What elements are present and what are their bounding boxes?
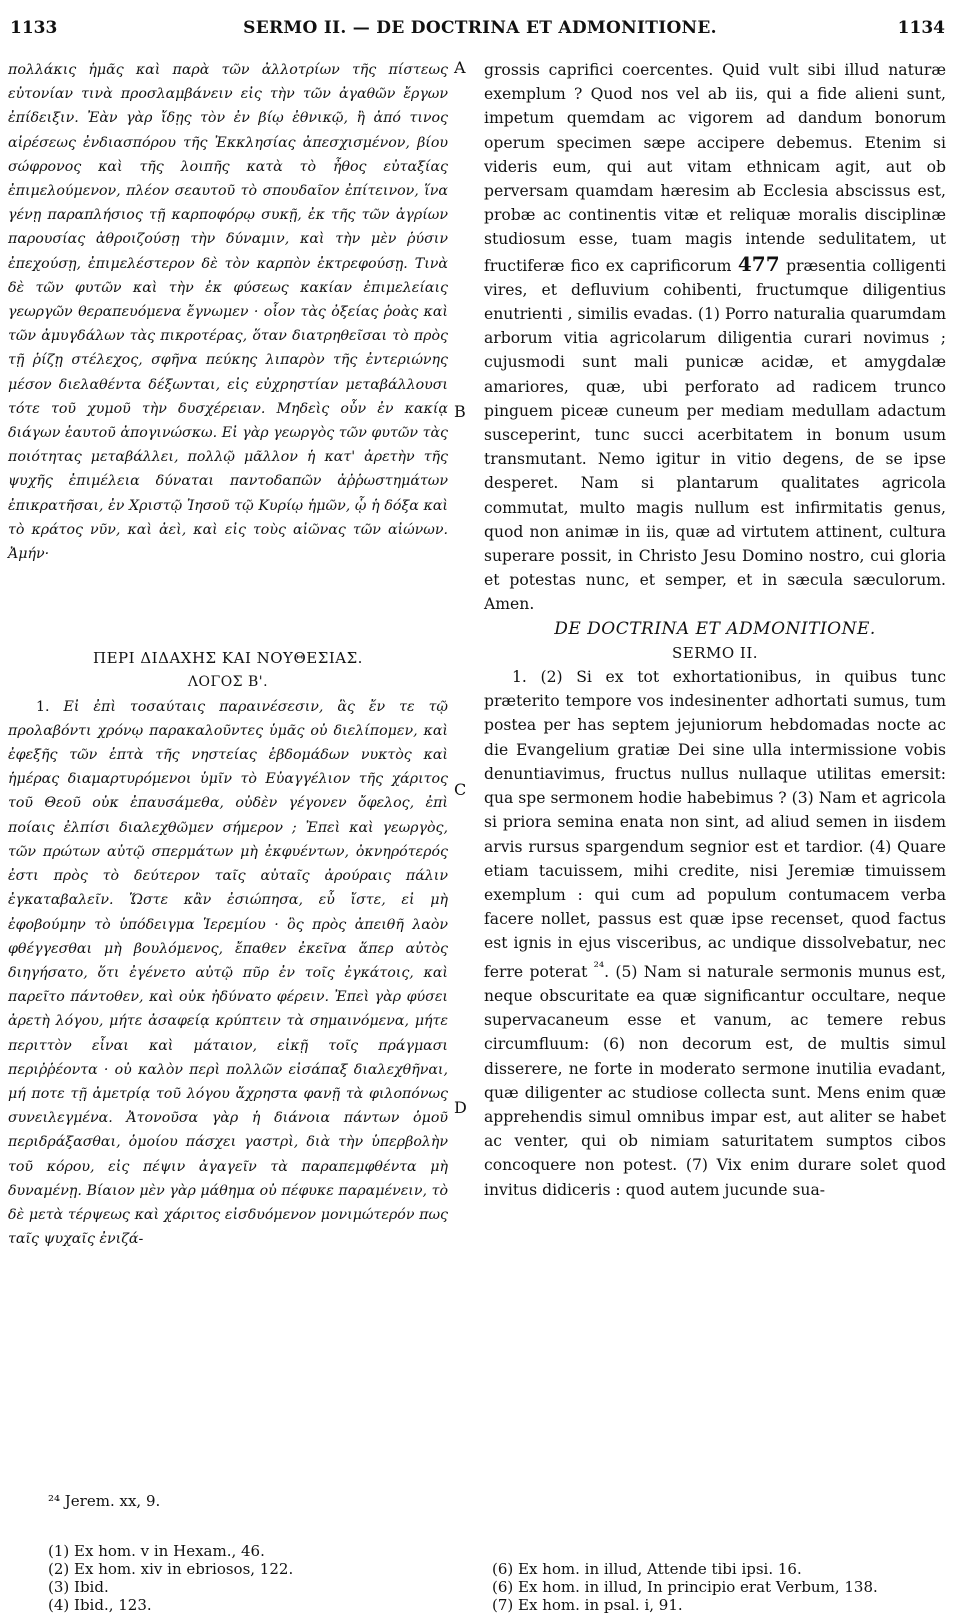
latin-paragraph-2: [484, 665, 946, 1202]
greek-para-number: 1.: [36, 698, 50, 715]
footnote-6a: (6) Ex hom. in illud, Attende tibi ipsi. 16.: [492, 1560, 802, 1578]
footnote-ref-24: ²⁴: [593, 959, 605, 975]
greek-section-subtitle: ΛΟΓΟΣ Β'.: [187, 674, 269, 691]
column-number: 477: [737, 251, 780, 276]
margin-marker-c: C: [454, 780, 467, 799]
footnotes-right: [492, 1560, 878, 1614]
footnote-1: (1) Ex hom. v in Hexam., 46.: [48, 1542, 265, 1560]
footnote-6b: (6) Ex hom. in illud, In principio erat Verbum, 138.: [492, 1578, 878, 1596]
left-page-number: 1133: [10, 18, 58, 38]
latin-section-title: DE DOCTRINA ET ADMONITIONE.: [554, 618, 876, 639]
latin-section-subtitle: SERMO II.: [671, 643, 759, 662]
footnote-7: (7) Ex hom. in psal. i, 91.: [492, 1596, 683, 1614]
latin-paragraph-1-a: grossis caprifici coercentes. Quid vult sibi illud naturæ exemplum ? Quod nos vel ab iis, qui a fide alieni sunt, impetum quemdam ac vigorem ad dandum bonorum operum specimen sæpe accipere debemus. Etenim si videris eum, qui aut vitam ethnicam agit, aut ob perversam quamdam hæresim ab Ecclesia abscissus est, probæ ac continentis vitæ et reliquæ moralis disciplinæ studiosum esse, tuam magis intende sedulitatem, ut fructiferæ fico ex caprificorum: [484, 61, 946, 275]
greek-paragraph-1: πολλάκις ἡμᾶς καὶ παρὰ τῶν ἀλλοτρίων τῆς πίστεως εὐτονίαν τινὰ προσλαμβάνειν εἰς τὴν τῶν ἀγαθῶν ἔργων ἐπίδειξιν. Ἐὰν γὰρ ἴδῃς τὸν ἐν βίῳ ἐθνικῷ, ἢ ἀπό τινος αἱρέσεως ἐνδιασπόρου τῆς Ἐκκλησίας ἀπεσχισμένον, βίου σώφρονος καὶ τῆς λοιπῆς κατὰ τὸ ἦθος εὐταξίας ἐπιμελούμενον, πλέον σεαυτοῦ τὸ σπουδαῖον ἐπίτεινον, ἵνα γένῃ παραπλήσιος τῇ καρποφόρῳ συκῇ, ἐκ τῆς τῶν ἀγρίων παρουσίας ἀθροιζούσῃ τὴν δύναμιν, καὶ τὴν μὲν ῥύσιν ἐπεχούσῃ, ἐπιμελέστερον δὲ τὸν καρπὸν ἐκτρεφούσῃ. Τινὰ δὲ τῶν φυτῶν καὶ τὴν ἐκ φύσεως κακίαν ἐπιμελείαις γεωργῶν θεραπευόμενα ἔγνωμεν · οἷον τὰς ὀξείας ῥοὰς καὶ τῶν ἀμυγδάλων τὰς πικροτέρας, ὅταν διατρηθεῖσαι τὸ πρὸς τῇ ῥίζῃ στέλεχος, σφῆνα πεύκης λιπαρὸν τῆς ἐντεριώνης μέσον διελαθέντα δέξωνται, εἰς εὐχρηστίαν μεταβάλλουσι τότε τοῦ χυμοῦ τὴν δυσχέρειαν. Μηδεὶς οὖν ἐν κακίᾳ διάγων ἑαυτοῦ ἀπογινώσκω. Εἰ γὰρ γεωργὸς τῶν φυτῶν τὰς ποιότητας μεταβάλλει, πολλῷ μᾶλλον ἡ κατ' ἀρετὴν τῆς ψυχῆς ἐπιμέλεια δύναται παντοδαπῶν ἀῤῥωστημάτων ἐπικρατῆσαι, ἐν Χριστῷ Ἰησοῦ τῷ Κυρίῳ ἡμῶν, ᾧ ἡ δόξα καὶ τὸ κράτος νῦν, καὶ ἀεὶ, καὶ εἰς τοὺς αἰῶνας τῶν αἰώνων. Ἀμήν·: [8, 62, 448, 563]
greek-column: [8, 58, 448, 1251]
latin-paragraph-1: [484, 58, 946, 617]
footnote-3: (3) Ibid.: [48, 1578, 109, 1596]
greek-paragraph-2-text: Εἰ ἐπὶ τοσαύταις παραινέσεσιν, ἃς ἔν τε τῷ προλαβόντι χρόνῳ παρακαλοῦντες ὑμᾶς οὐ διελίπομεν, καὶ ἐφεξῆς τῶν ἑπτὰ τῆς νηστείας ἑβδομάδων νυκτὸς καὶ ἡμέρας διαμαρτυρόμενοι ὑμῖν τὸ Εὐαγγέλιον τῆς χάριτος τοῦ Θεοῦ οὐκ ἐπαυσάμεθα, οὐδὲν γέγονεν ὄφελος, ἐπὶ ποίαις ἐλπίσι διαλεχθῶμεν σήμερον ; Ἐπεὶ καὶ γεωργὸς, τῶν πρώτων αὐτῷ σπερμάτων μὴ ἐκφυέντων, ὀκνηρότερός ἐστι πρὸς τὸ δεύτερον ταῖς αὐταῖς ἀρούραις πάλιν ἐγκαταβαλεῖν. Ὥστε κἂν ἐσιώπησα, εὖ ἴστε, εἰ μὴ ἐφοβούμην τὸ ὑπόδειγμα Ἱερεμίου · ὃς πρὸς ἀπειθῆ λαὸν φθέγγεσθαι μὴ βουλόμενος, ἔπαθεν ἐκεῖνα ἅπερ αὐτὸς διηγήσατο, ὅτι ἐγένετο αὐτῷ πῦρ ἐν τοῖς ἐγκάτοις, καὶ παρεῖτο πάντοθεν, καὶ οὐκ ἠδύνατο φέρειν. Ἐπεὶ γὰρ φύσει ἀρετὴ λόγου, μήτε ἀσαφείᾳ κρύπτειν τὰ σημαινόμενα, μήτε περιττὸν εἶναι καὶ μάταιον, εἰκῇ τοῖς πράγμασι περιῤῥέοντα · οὐ καλὸν περὶ πολλῶν εἰσάπαξ διαλεχθῆναι, μή ποτε τῇ ἀμετρίᾳ τοῦ λόγου ἄχρηστα φανῇ τὰ φιλοπόνως συνειλεγμένα. Ἀτονοῦσα γὰρ ἡ διάνοια πάντων ὁμοῦ περιδράξασθαι, ὁμοίου πάσχει γαστρὶ, διὰ τὴν ὑπερβολὴν τοῦ κόρου, εἰς πέψιν ἀγαγεῖν τὰ παραπεμφθέντα μὴ δυναμένῃ. Βίαιον μὲν γὰρ μάθημα οὐ πέφυκε παραμένειν, τὸ δὲ μετὰ τέρψεως καὶ χάριτος εἰσδυόμενον μονιμώτερόν πως ταῖς ψυχαῖς ἐνιζά-: [8, 698, 448, 1248]
greek-section-title: ΠΕΡΙ ΔΙΔΑΧΗΣ ΚΑΙ ΝΟΥΘΕΣΙΑΣ.: [93, 649, 363, 668]
footnote-jeremiah: ²⁴ Jerem. xx, 9.: [48, 1492, 161, 1510]
latin-paragraph-2-a: 1. (2) Si ex tot exhortationibus, in quibus tunc præterito tempore vos indesinenter adhortati sumus, tum postea per has septem jejuniorum hebdomadas nocte ac die Evangelium gratiæ Dei sine ulla intermissione vobis denuntiavimus, fructus nullus nullaque utilitas emersit: qua spe sermonem hodie habebimus ? (3) Nam et agricola si priora semina enata non sint, ad aliud semen in iisdem arvis rursus spargendum segnior est et tardior. (4) Quare etiam tacuissem, mihi credite, nisi Jeremiæ timuissem exemplum : qui cum ad populum contumacem verba facere nollet, passus est quæ ipse recenset, quod factus est ignis in ejus visceribus, ac undique dissolvebatur, nec ferre poterat: [484, 668, 946, 981]
footnote-4: (4) Ibid., 123.: [48, 1596, 152, 1614]
latin-paragraph-1-b: præsentia colligenti vires, et defluvium cohibenti, fructumque diligentius enutrienti , similis evadas. (1) Porro naturalia quarumdam arborum vitia agricolarum diligentia curari novimus ; cujusmodi sunt mali punicæ acidæ, et amygdalæ amariores, quæ, ubi perforato ad radicem trunco pinguem piceæ cuneum per mediam medullam adactum susceperint, tunc succi acerbitatem in bonum usum transmutant. Nemo igitur in vitio degens, de se ipse desperet. Nam si plantarum qualitates agricola commutat, multo magis nullum est infirmitatis genus, quod non animæ in iis, quæ ad virtutem attinent, cultura superare possit, in Christo Jesu Domino nostro, cui gloria et potestas nunc, et semper, et in sæcula sæculorum. Amen.: [484, 256, 947, 614]
latin-paragraph-2-b: . (5) Nam si naturale sermonis munus est, neque obscuritate ea quæ significantur occultare, neque supervacaneum esse et vanum, ac temere rebus circumfluum: (6) non decorum est, de multis simul disserere, ne forte in moderato sermone inutilia evadant, quæ diligenter ac studiose collecta sunt. Mens enim quæ apprehendis simul omnibus impar est, aut aliter se habet ac venter, qui ob nimiam saturitatem sumptos cibos concoquere non potest. (7) Vix enim durare solet quod invitus didiceris : quod autem jucunde sua-: [484, 962, 946, 1199]
margin-marker-a: A: [454, 58, 466, 77]
footnote-2: (2) Ex hom. xiv in ebriosos, 122.: [48, 1560, 294, 1578]
page-header: [0, 0, 955, 40]
right-page-number: 1134: [897, 18, 945, 38]
greek-paragraph-2: [8, 695, 448, 1252]
running-title: SERMO II. — DE DOCTRINA ET ADMONITIONE.: [243, 18, 717, 38]
footnotes-left: [48, 1542, 293, 1614]
latin-column: [484, 58, 946, 1202]
margin-marker-b: B: [454, 402, 466, 421]
margin-marker-d: D: [454, 1098, 467, 1117]
